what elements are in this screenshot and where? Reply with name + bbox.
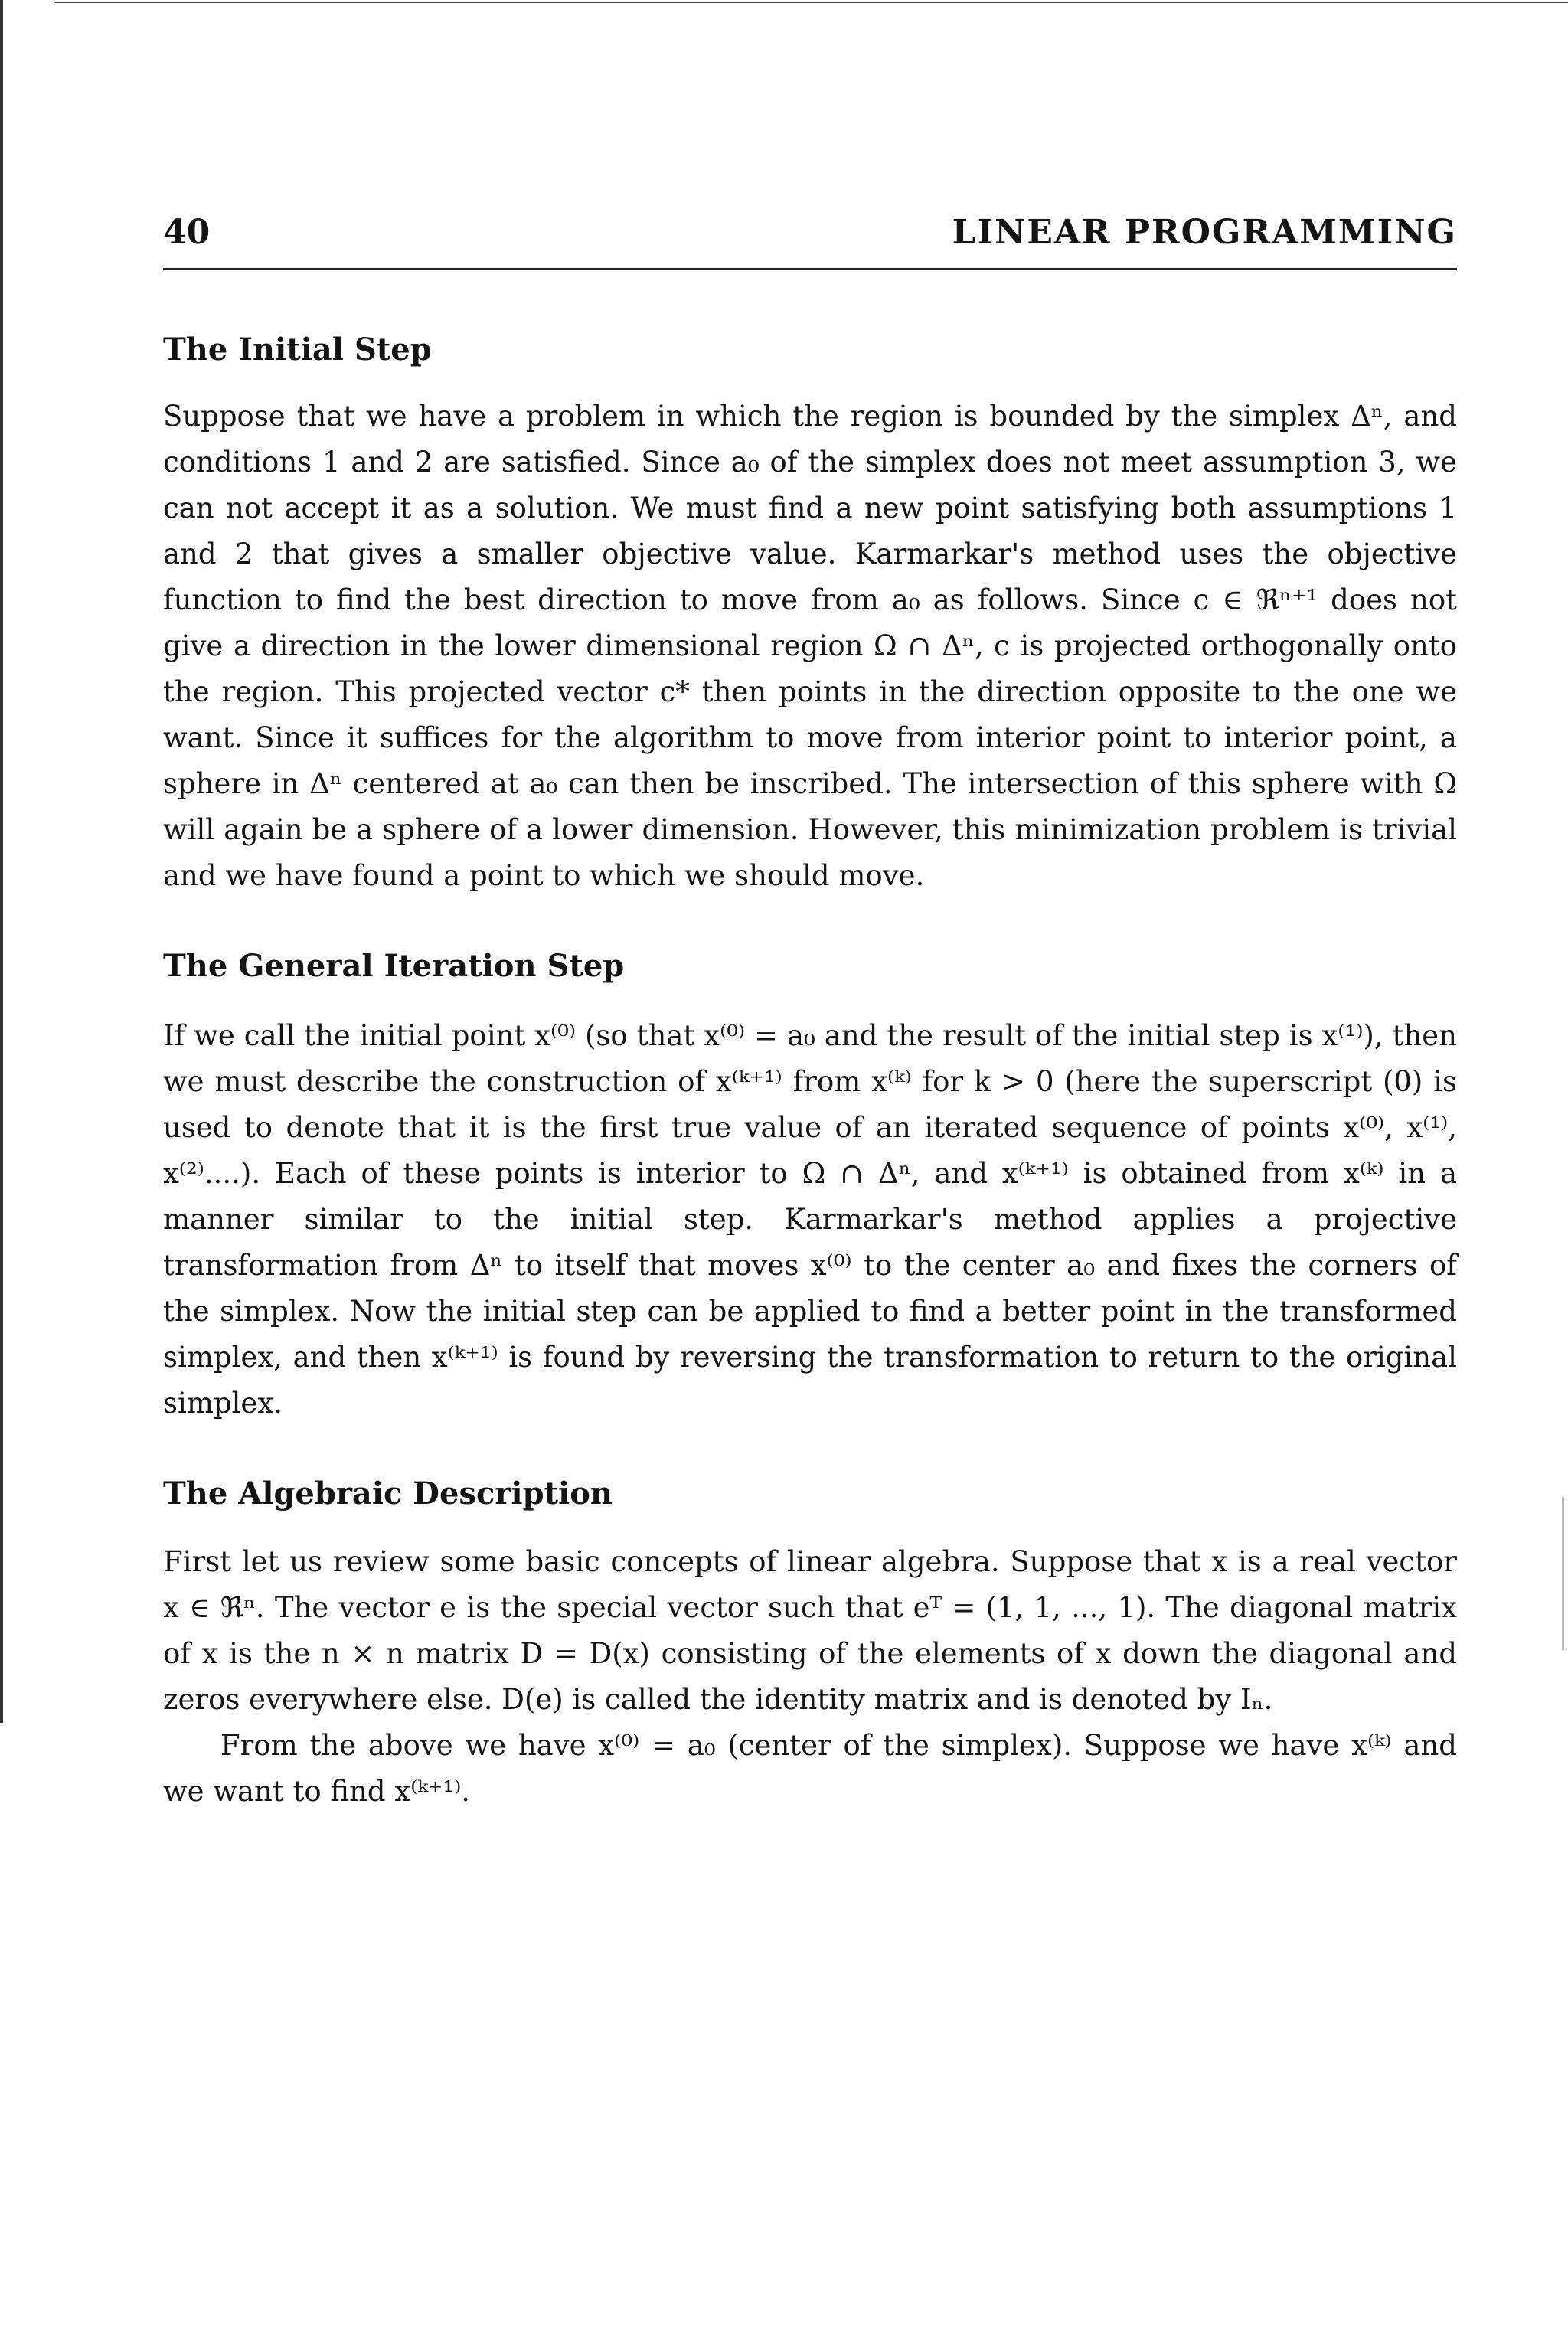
scan-margin-mark — [1562, 1497, 1564, 1650]
section-heading-general-iteration: The General Iteration Step — [163, 948, 625, 984]
paragraph-algebraic-continuation: From the above we have x⁽⁰⁾ = a₀ (center of the simplex). Suppose we have x⁽ᵏ⁾ and we want to find x⁽ᵏ⁺¹⁾. — [163, 1729, 1457, 1808]
section-heading-algebraic-description: The Algebraic Description — [163, 1475, 612, 1511]
section-heading-initial-step: The Initial Step — [163, 332, 432, 368]
paragraph-initial-step: Suppose that we have a problem in which the region is bounded by the simplex Δⁿ, and conditions 1 and 2 are satisfied. Since a₀ of the simplex does not meet assumption 3, we can not accept it as a solution. We must find a new point satisfying both assumptions 1 and 2 that gives a smaller objective value. Karmarkar's method uses the objective function to find the best direction to move from a₀ as follows. Since c ∈ ℜⁿ⁺¹ does not give a direction in the lower dimensional region Ω ∩ Δⁿ, c is projected orthogonally onto the region. This projected vector c* then points in the direction opposite to the one we want. Since it suffices for the algorithm to move from interior point to interior point, a sphere in Δⁿ centered at a₀ can then be inscribed. The intersection of this sphere with Ω will again be a sphere of a lower dimension. However, this minimization problem is trivial and we have found a point to which we should move. — [163, 400, 1457, 892]
page-number: 40 — [163, 213, 211, 252]
scan-edge-top — [54, 2, 1568, 3]
running-head — [163, 207, 1457, 270]
book-page — [163, 207, 1457, 1815]
paragraph-algebraic-description: First let us review some basic concepts of linear algebra. Suppose that x is a real vector x ∈ ℜⁿ. The vector e is the special vector such that eᵀ = (1, 1, ..., 1). The diagonal matrix of x is the n × n matrix D = D(x) consisting of the elements of x down the diagonal and zeros everywhere else. D(e) is called the identity matrix and is denoted by Iₙ. — [163, 1545, 1457, 1716]
scan-edge-left — [0, 0, 3, 1723]
paragraph-general-iteration: If we call the initial point x⁽⁰⁾ (so that x⁽⁰⁾ = a₀ and the result of the initial step is x⁽¹⁾), then we must describe the construction of x⁽ᵏ⁺¹⁾ from x⁽ᵏ⁾ for k > 0 (here the superscript (0) is used to denote that it is the first true value of an iterated sequence of points x⁽⁰⁾, x⁽¹⁾, x⁽²⁾....). Each of these points is interior to Ω ∩ Δⁿ, and x⁽ᵏ⁺¹⁾ is obtained from x⁽ᵏ⁾ in a manner similar to the initial step. Karmarkar's method applies a projective transformation from Δⁿ to itself that moves x⁽⁰⁾ to the center a₀ and fixes the corners of the simplex. Now the initial step can be applied to find a better point in the transformed simplex, and then x⁽ᵏ⁺¹⁾ is found by reversing the transformation to return to the original simplex. — [163, 1019, 1457, 1420]
running-title: LINEAR PROGRAMMING — [952, 213, 1457, 252]
